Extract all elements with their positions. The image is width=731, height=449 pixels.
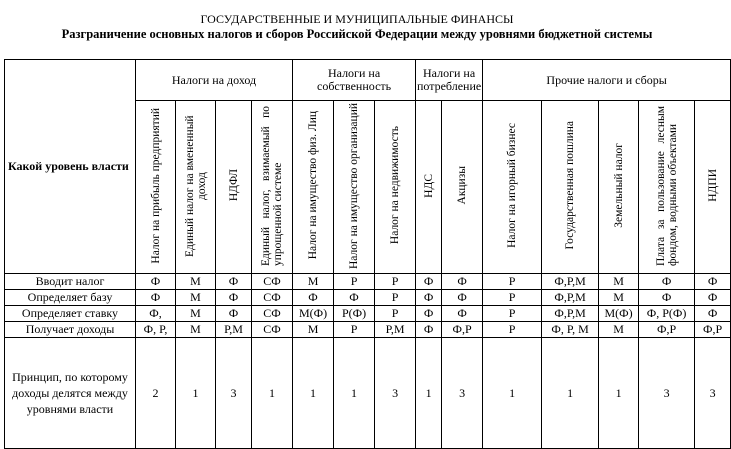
group-header: Налоги на потребление: [416, 60, 483, 101]
row-label: Определяет базу: [5, 290, 136, 306]
table-cell: Р: [483, 306, 542, 322]
table-cell: Р: [375, 274, 416, 290]
table-cell: СФ: [252, 322, 293, 338]
table-cell: Ф: [416, 306, 442, 322]
table-cell: Ф,: [136, 306, 176, 322]
row-label: Определяет ставку: [5, 306, 136, 322]
table-cell: 1: [334, 338, 375, 449]
table-cell: Ф: [216, 290, 252, 306]
table-cell: М: [176, 290, 216, 306]
table-cell: М(Ф): [293, 306, 334, 322]
table-cell: Ф: [216, 306, 252, 322]
column-header: Налог на недвижимость: [375, 101, 416, 274]
table-cell: Ф,Р,М: [542, 290, 599, 306]
table-cell: Р: [375, 290, 416, 306]
table-cell: Ф,Р,М: [542, 306, 599, 322]
table-cell: Р: [483, 290, 542, 306]
table-cell: Ф, Р,: [136, 322, 176, 338]
table-cell: 1: [176, 338, 216, 449]
column-header: Земельный налог: [599, 101, 639, 274]
table-cell: Р: [334, 322, 375, 338]
tax-distribution-table: [4, 59, 731, 449]
column-header: Налог на имущество физ. Лиц: [293, 101, 334, 274]
group-header: Прочие налоги и сборы: [483, 60, 731, 101]
table-cell: 1: [252, 338, 293, 449]
doc-title: Разграничение основных налогов и сборов Российской Федерации между уровнями бюджетной системы: [61, 27, 653, 41]
table-cell: Ф, Р, М: [542, 322, 599, 338]
table-cell: М: [176, 322, 216, 338]
table-cell: СФ: [252, 290, 293, 306]
column-header: Единый налог, взимаемый по упрощенной системе: [252, 101, 293, 274]
table-cell: 3: [442, 338, 483, 449]
table-cell: Р: [375, 306, 416, 322]
table-cell: 1: [416, 338, 442, 449]
group-header: Налоги на доход: [136, 60, 293, 101]
doc-header: ГОСУДАРСТВЕННЫЕ И МУНИЦИПАЛЬНЫЕ ФИНАНСЫ: [200, 12, 514, 26]
table-cell: М: [293, 274, 334, 290]
column-header: Налог на игорный бизнес: [483, 101, 542, 274]
table-cell: Ф: [136, 290, 176, 306]
column-header: Налог на имущество организаций: [334, 101, 375, 274]
corner-cell: Какой уровень власти: [5, 60, 136, 274]
row-label: Принцип, по которому доходы делятся между уровнями власти: [5, 338, 136, 449]
table-cell: Р: [483, 274, 542, 290]
table-cell: М: [176, 306, 216, 322]
table-cell: 3: [695, 338, 731, 449]
table-cell: Ф: [639, 274, 695, 290]
column-header: НДС: [416, 101, 442, 274]
table-cell: Р,М: [375, 322, 416, 338]
column-header: НДПИ: [695, 101, 731, 274]
column-header: НДФЛ: [216, 101, 252, 274]
table-cell: Р(Ф): [334, 306, 375, 322]
table-cell: 1: [599, 338, 639, 449]
group-header: Налоги на собственность: [293, 60, 416, 101]
table-cell: 3: [216, 338, 252, 449]
table-cell: Ф,Р,М: [542, 274, 599, 290]
table-cell: Ф, Р(Ф): [639, 306, 695, 322]
column-header: Акцизы: [442, 101, 483, 274]
table-row: [5, 306, 731, 322]
table-cell: М: [176, 274, 216, 290]
table-cell: 2: [136, 338, 176, 449]
table-cell: Ф: [216, 274, 252, 290]
table-cell: Ф,Р: [639, 322, 695, 338]
table-cell: Ф: [695, 290, 731, 306]
table-cell: М: [599, 274, 639, 290]
row-label: Получает доходы: [5, 322, 136, 338]
table-cell: Ф: [695, 306, 731, 322]
table-cell: Ф,Р: [695, 322, 731, 338]
table-cell: Ф: [442, 290, 483, 306]
table-cell: М: [293, 322, 334, 338]
group-header-row: [5, 60, 731, 101]
table-cell: Ф: [334, 290, 375, 306]
table-cell: Р,М: [216, 322, 252, 338]
table-cell: Р: [483, 322, 542, 338]
table-cell: 1: [542, 338, 599, 449]
column-header: Налог на прибыль предприятий: [136, 101, 176, 274]
table-row: [5, 338, 731, 449]
table-cell: Ф: [416, 322, 442, 338]
row-label: Вводит налог: [5, 274, 136, 290]
table-cell: Ф: [639, 290, 695, 306]
table-cell: Р: [334, 274, 375, 290]
table-cell: Ф: [416, 290, 442, 306]
table-row: [5, 274, 731, 290]
column-header: Государственная пошлина: [542, 101, 599, 274]
table-cell: 1: [293, 338, 334, 449]
table-cell: 3: [375, 338, 416, 449]
table-cell: СФ: [252, 274, 293, 290]
table-cell: СФ: [252, 306, 293, 322]
table-cell: Ф: [416, 274, 442, 290]
column-header: Единый налог на вмененный доход: [176, 101, 216, 274]
table-row: [5, 290, 731, 306]
table-cell: М: [599, 290, 639, 306]
table-cell: Ф,Р: [442, 322, 483, 338]
table-cell: Ф: [136, 274, 176, 290]
table-cell: Ф: [442, 306, 483, 322]
table-cell: 1: [483, 338, 542, 449]
table-cell: Ф: [293, 290, 334, 306]
table-cell: М: [599, 322, 639, 338]
table-cell: Ф: [695, 274, 731, 290]
table-cell: Ф: [442, 274, 483, 290]
table-cell: 3: [639, 338, 695, 449]
table-row: [5, 322, 731, 338]
column-header: Плата за пользование лесным фондом, водными объектами: [639, 101, 695, 274]
table-cell: М(Ф): [599, 306, 639, 322]
